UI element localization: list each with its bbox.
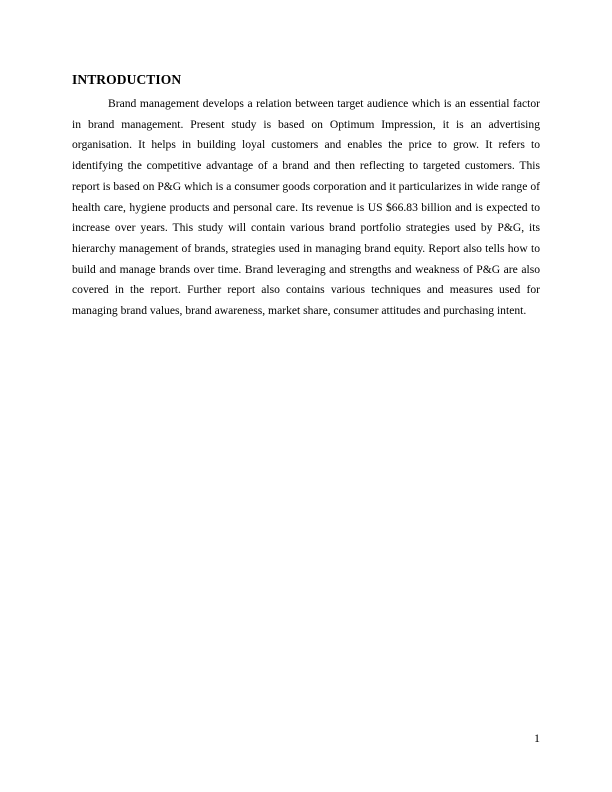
page-number: 1 bbox=[534, 731, 540, 745]
section-heading: INTRODUCTION bbox=[72, 72, 182, 87]
introduction-paragraph: Brand management develops a relation between target audience which is an essential factor in brand management. Present study is based on Optimum Impression, it is an advertising organisation. It helps in building loyal customers and enables the price to grow. It refers to identifying the competitive advantage of a brand and then reflecting to targeted customers. This report is based on P&G which is a consumer goods corporation and it particularizes in wide range of health care, hygiene products and personal care. Its revenue is US $66.83 billion and is expected to increase over years. This study will contain various brand portfolio strategies used by P&G, its hierarchy management of brands, strategies used in managing brand equity. Report also tells how to build and manage brands over time. Brand leveraging and strengths and weakness of P&G are also covered in the report. Further report also contains various techniques and measures used for managing brand values, brand awareness, market share, consumer attitudes and purchasing intent. bbox=[72, 97, 540, 318]
